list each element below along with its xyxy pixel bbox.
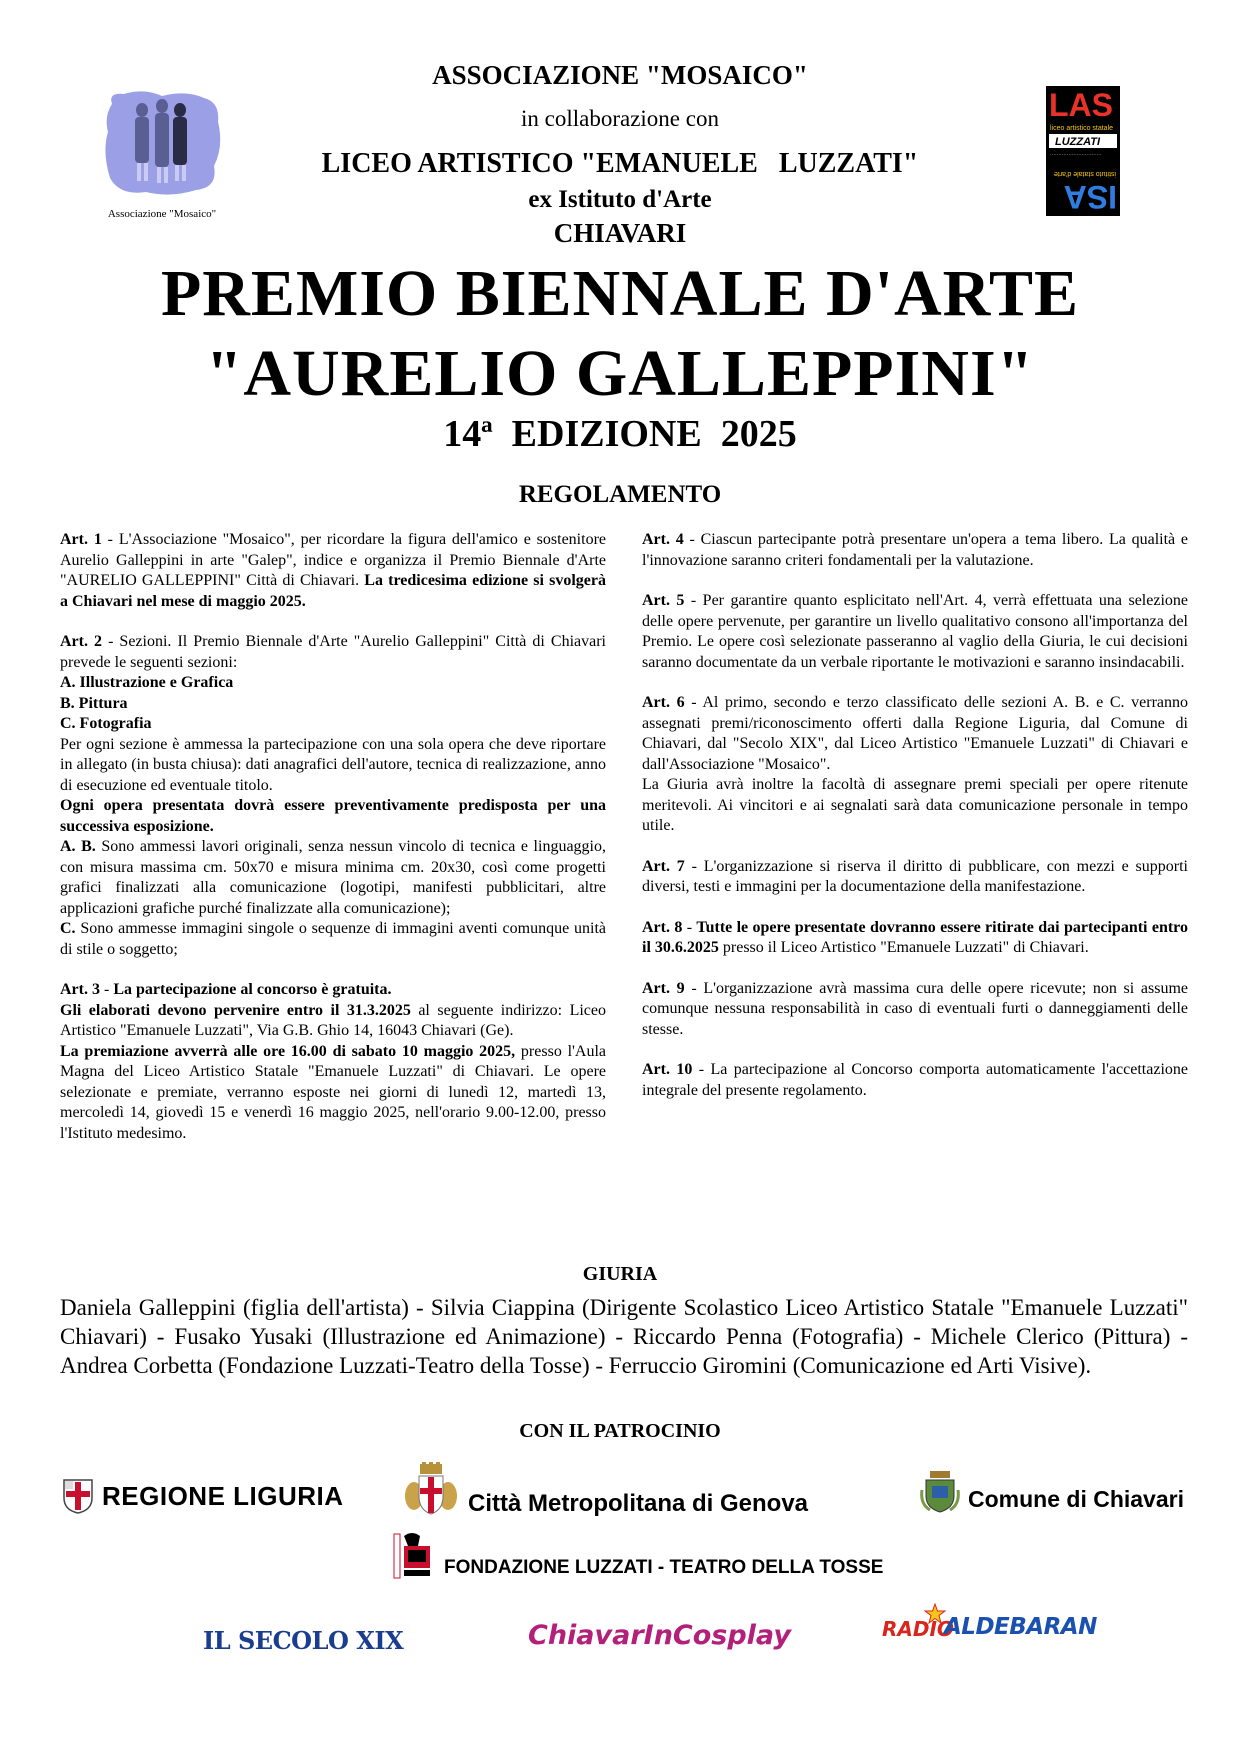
article-3: Art. 3 - La partecipazione al concorso è gratuita. Gli elaborati devono pervenire entro il 31.3.2025 al seguente indirizzo: Liceo Artistico "Emanuele Luzzati", Via G.B. Ghio 14, 16043 Chiavari (Ge). La premiazione avverrà alle ore 16.00 di sabato 10 maggio 2025, presso l'Aula Magna del Liceo Artistico Statale "Emanuele Luzzati" di Chiavari. Le opere selezionate e premiate, verranno esposte nei giorni di lunedì 12, martedì 13, mercoledì 14, giovedì 15 e venerdì 16 maggio 2025, nell'orario 9.00-12.00, presso l'Istituto medesimo.	[60, 981, 606, 1142]
organization-name: ASSOCIAZIONE "MOSAICO"	[432, 60, 808, 90]
sponsor-fondazione-luzzati: FONDAZIONE LUZZATI - TEATRO DELLA TOSSE	[392, 1530, 883, 1580]
section-a: A. Illustrazione e Grafica	[60, 674, 234, 691]
section-c: C. Fotografia	[60, 715, 152, 732]
giuria-heading: GIURIA	[582, 1263, 658, 1285]
svg-text:liceo artistico statale: liceo artistico statale	[1050, 125, 1114, 132]
giuria-members: Daniela Galleppini (figlia dell'artista) - Silvia Ciappina (Dirigente Scolastico Liceo Artistico Statale "Emanuele Luzzati" Chiavari) - Fusako Yusaki (Illustrazione ed Animazione) - Riccardo Penna (Fotografia) - Michele Clerico (Pittura) - Andrea Corbetta (Fondazione Luzzati-Teatro della Tosse) - Ferruccio Giromini (Comunicazione ed Arti Visive).	[60, 1295, 1188, 1378]
sponsor-radio-aldebaran: RADIO ALDEBARAN	[882, 1605, 1072, 1665]
article-6: Art. 6 - Al primo, secondo e terzo classificato delle sezioni A. B. e C. verranno assegnati premi/riconoscimento offerti dalla Regione Liguria, dal Comune di Chiavari, dal "Secolo XIX", dal Liceo Artistico "Emanuele Luzzati" di Chiavari e dall'Associazione "Mosaico". La Giuria avrà inoltre la facoltà di assegnare premi speciali per opere ritenute meritevoli. Ai vincitori e ai segnalati sarà data comunicazione personale in tempo utile.	[642, 694, 1189, 834]
sponsor-regione-liguria: REGIONE LIGURIA	[62, 1478, 344, 1514]
regione-liguria-shield-icon	[62, 1478, 94, 1514]
regolamento-heading: REGOLAMENTO	[518, 481, 722, 508]
mosaico-logo	[100, 88, 224, 198]
mosaico-logo-caption: Associazione "Mosaico"	[107, 208, 217, 220]
articles-right-column	[642, 530, 1188, 1121]
article-8: Art. 8 - Tutte le opere presentate dovranno essere ritirate dai partecipanti entro il 30.6.2025 presso il Liceo Artistico "Emanuele Luzzati" di Chiavari.	[642, 918, 1188, 956]
edition-label: 14ª EDIZIONE 2025	[443, 413, 797, 455]
article-10: Art. 10 - La partecipazione al Concorso comporta automaticamente l'accettazione integrale del presente regolamento.	[642, 1061, 1189, 1099]
article-1: Art. 1 - L'Associazione "Mosaico", per ricordare la figura dell'amico e sostenitore Aurelio Galleppini in arte "Galep", indice e organizza il Premio Biennale d'Arte "AURELIO GALLEPPINI" Città di Chiavari. La tredicesima edizione si svolgerà a Chiavari nel mese di maggio 2025.	[60, 531, 607, 610]
sponsor-citta-metropolitana: Città Metropolitana di Genova	[404, 1462, 808, 1518]
page-title-line1: PREMIO BIENNALE D'ARTE	[160, 257, 1080, 330]
las-isa-logo	[1046, 86, 1120, 216]
teatro-tosse-logo-icon	[392, 1530, 436, 1580]
sponsor-chiavarincosplay: ChiavarInCosplay	[528, 1620, 791, 1651]
isa-letters: ISA	[1063, 179, 1117, 215]
las-letters: LAS	[1049, 87, 1113, 123]
sponsor-comune-chiavari: Comune di Chiavari	[920, 1470, 1184, 1514]
genova-crest-icon	[404, 1462, 458, 1518]
section-b: B. Pittura	[60, 694, 128, 712]
sponsor-il-secolo-xix: IL SECOLO XIX	[203, 1626, 404, 1655]
article-7: Art. 7 - L'organizzazione si riserva il diritto di pubblicare, con mezzi e supporti diversi, testi e immagini per la documentazione della manifestazione.	[642, 857, 1188, 895]
article-9: Art. 9 - L'organizzazione avrà massima cura delle opere ricevute; non si assume comunque nessuna responsabilità in caso di eventuali furti o danneggiamenti delle stesse.	[642, 979, 1188, 1038]
chiavari-crest-icon	[920, 1470, 960, 1514]
patrocinio-heading: CON IL PATROCINIO	[519, 1420, 721, 1442]
school-name: LICEO ARTISTICO "EMANUELE LUZZATI"	[321, 148, 919, 179]
page-title-line2: "AURELIO GALLEPPINI"	[205, 337, 1035, 410]
city-name: CHIAVARI	[553, 218, 687, 248]
article-4: Art. 4 - Ciascun partecipante potrà presentare un'opera a tema libero. La qualità e l'innovazione saranno criteri fondamentali per la valutazione.	[642, 531, 1188, 569]
article-2: Art. 2 - Sezioni. Il Premio Biennale d'Arte "Aurelio Galleppini" Città di Chiavari prevede le seguenti sezioni: A. Illustrazione e Grafica B. Pittura C. Fotografia Per ogni sezione è ammessa la partecipazione con una sola opera che deve riportare in allegato (in busta chiusa): dati anagrafici dell'autore, tecnica di realizzazione, anno di esecuzione ed eventuale titolo. Ogni opera presentata dovrà essere preventivamente predisposta per una successiva esposizione. A. B. Sono ammessi lavori originali, senza nessun vincolo di tecnica e linguaggio, con misura massima cm. 50x70 e misura minima cm. 20x30, così come progetti grafici finalizzati alla comunicazione (logotipi, manifesti pubblicitari, altre applicazioni grafiche purché finalizzate alla comunicazione); C. Sono ammesse immagini singole o sequenze di immagini aventi comunque unità di stile o soggetto;	[60, 633, 607, 958]
collaboration-line: in collaborazione con	[521, 106, 719, 131]
articles-left-column	[60, 530, 606, 1164]
svg-text:······························: ·······························	[1050, 152, 1102, 158]
svg-text:istituto statale d'arte: istituto statale d'arte	[1053, 170, 1116, 177]
svg-text:LUZZATI: LUZZATI	[1055, 136, 1101, 148]
article-5: Art. 5 - Per garantire quanto esplicitato nell'Art. 4, verrà effettuata una selezione delle opere pervenute, per garantire un livello qualitativo consono all'importanza del Premio. Le opere così selezionate passeranno al vaglio della Giuria, le cui decisioni saranno documentate da un verbale riportante le motivazioni e saranno insindacabili.	[642, 592, 1189, 671]
former-institute: ex Istituto d'Arte	[528, 186, 712, 213]
